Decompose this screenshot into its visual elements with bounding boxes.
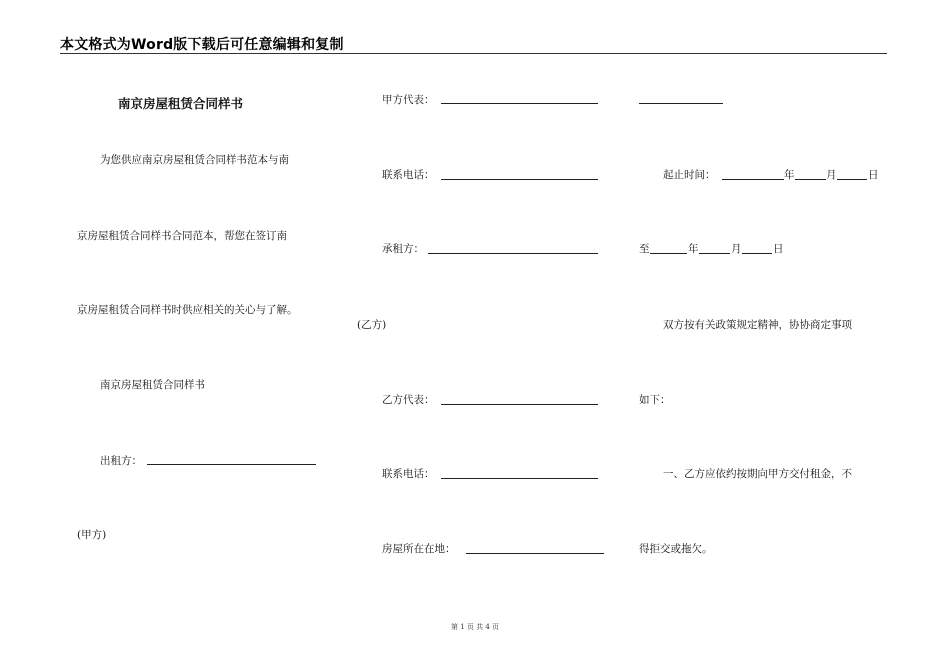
start-day-blank [837,179,867,180]
intro-line-3: 京房屋租赁合同样书时供应相关的关心与了解。 [77,304,298,316]
terms-line-1: 双方按有关政策规定精神，协协商定事项 [663,319,852,331]
top-blank [639,103,723,104]
lessor-label: 出租方： [100,455,142,467]
a-rep-blank [441,103,598,104]
a-phone-label: 联系电话： [382,169,435,181]
clause-1-line-2: 得拒交或拖欠。 [639,543,713,555]
a-rep-label: 甲方代表： [382,94,435,106]
a-phone-blank [441,179,598,180]
intro-line-2: 京房屋租赁合同样书合同范本，帮您在签订南 [77,230,287,242]
b-rep-label: 乙方代表： [382,394,435,406]
party-b-label: (乙方) [357,319,387,331]
header-rule [60,53,887,54]
address-blank [466,553,604,554]
party-a-label: (甲方) [77,529,107,541]
lessee-label: 承租方： [382,243,424,255]
end-month-text: 月 [731,243,742,255]
to-text: 至 [639,243,650,255]
start-month-blank [795,179,826,180]
start-year-text: 年 [784,169,795,181]
address-label: 房屋所在在地： [382,543,456,555]
terms-line-2: 如下： [639,394,671,406]
start-year-blank [722,179,784,180]
b-phone-label: 联系电话： [382,468,435,480]
end-month-blank [699,253,730,254]
clause-1-line-1: 一、乙方应依约按期向甲方交付租金，不 [663,468,852,480]
intro-line-1: 为您供应南京房屋租赁合同样书范本与南 [100,154,289,166]
b-rep-blank [441,404,598,405]
page-footer: 第 1 页 共 4 页 [450,623,500,631]
period-label: 起止时间： [663,169,716,181]
header-title: 本文格式为Word版下载后可任意编辑和复制 [60,37,344,53]
start-day-text: 日 [868,169,879,181]
end-day-text: 日 [773,243,784,255]
lessor-blank [147,464,316,465]
end-day-blank [742,253,772,254]
end-year-blank [650,253,687,254]
b-phone-blank [441,478,598,479]
subtitle: 南京房屋租赁合同样书 [100,379,205,391]
document-title: 南京房屋租赁合同样书 [118,96,244,111]
lessee-blank [428,253,598,254]
end-year-text: 年 [688,243,699,255]
start-month-text: 月 [826,169,837,181]
